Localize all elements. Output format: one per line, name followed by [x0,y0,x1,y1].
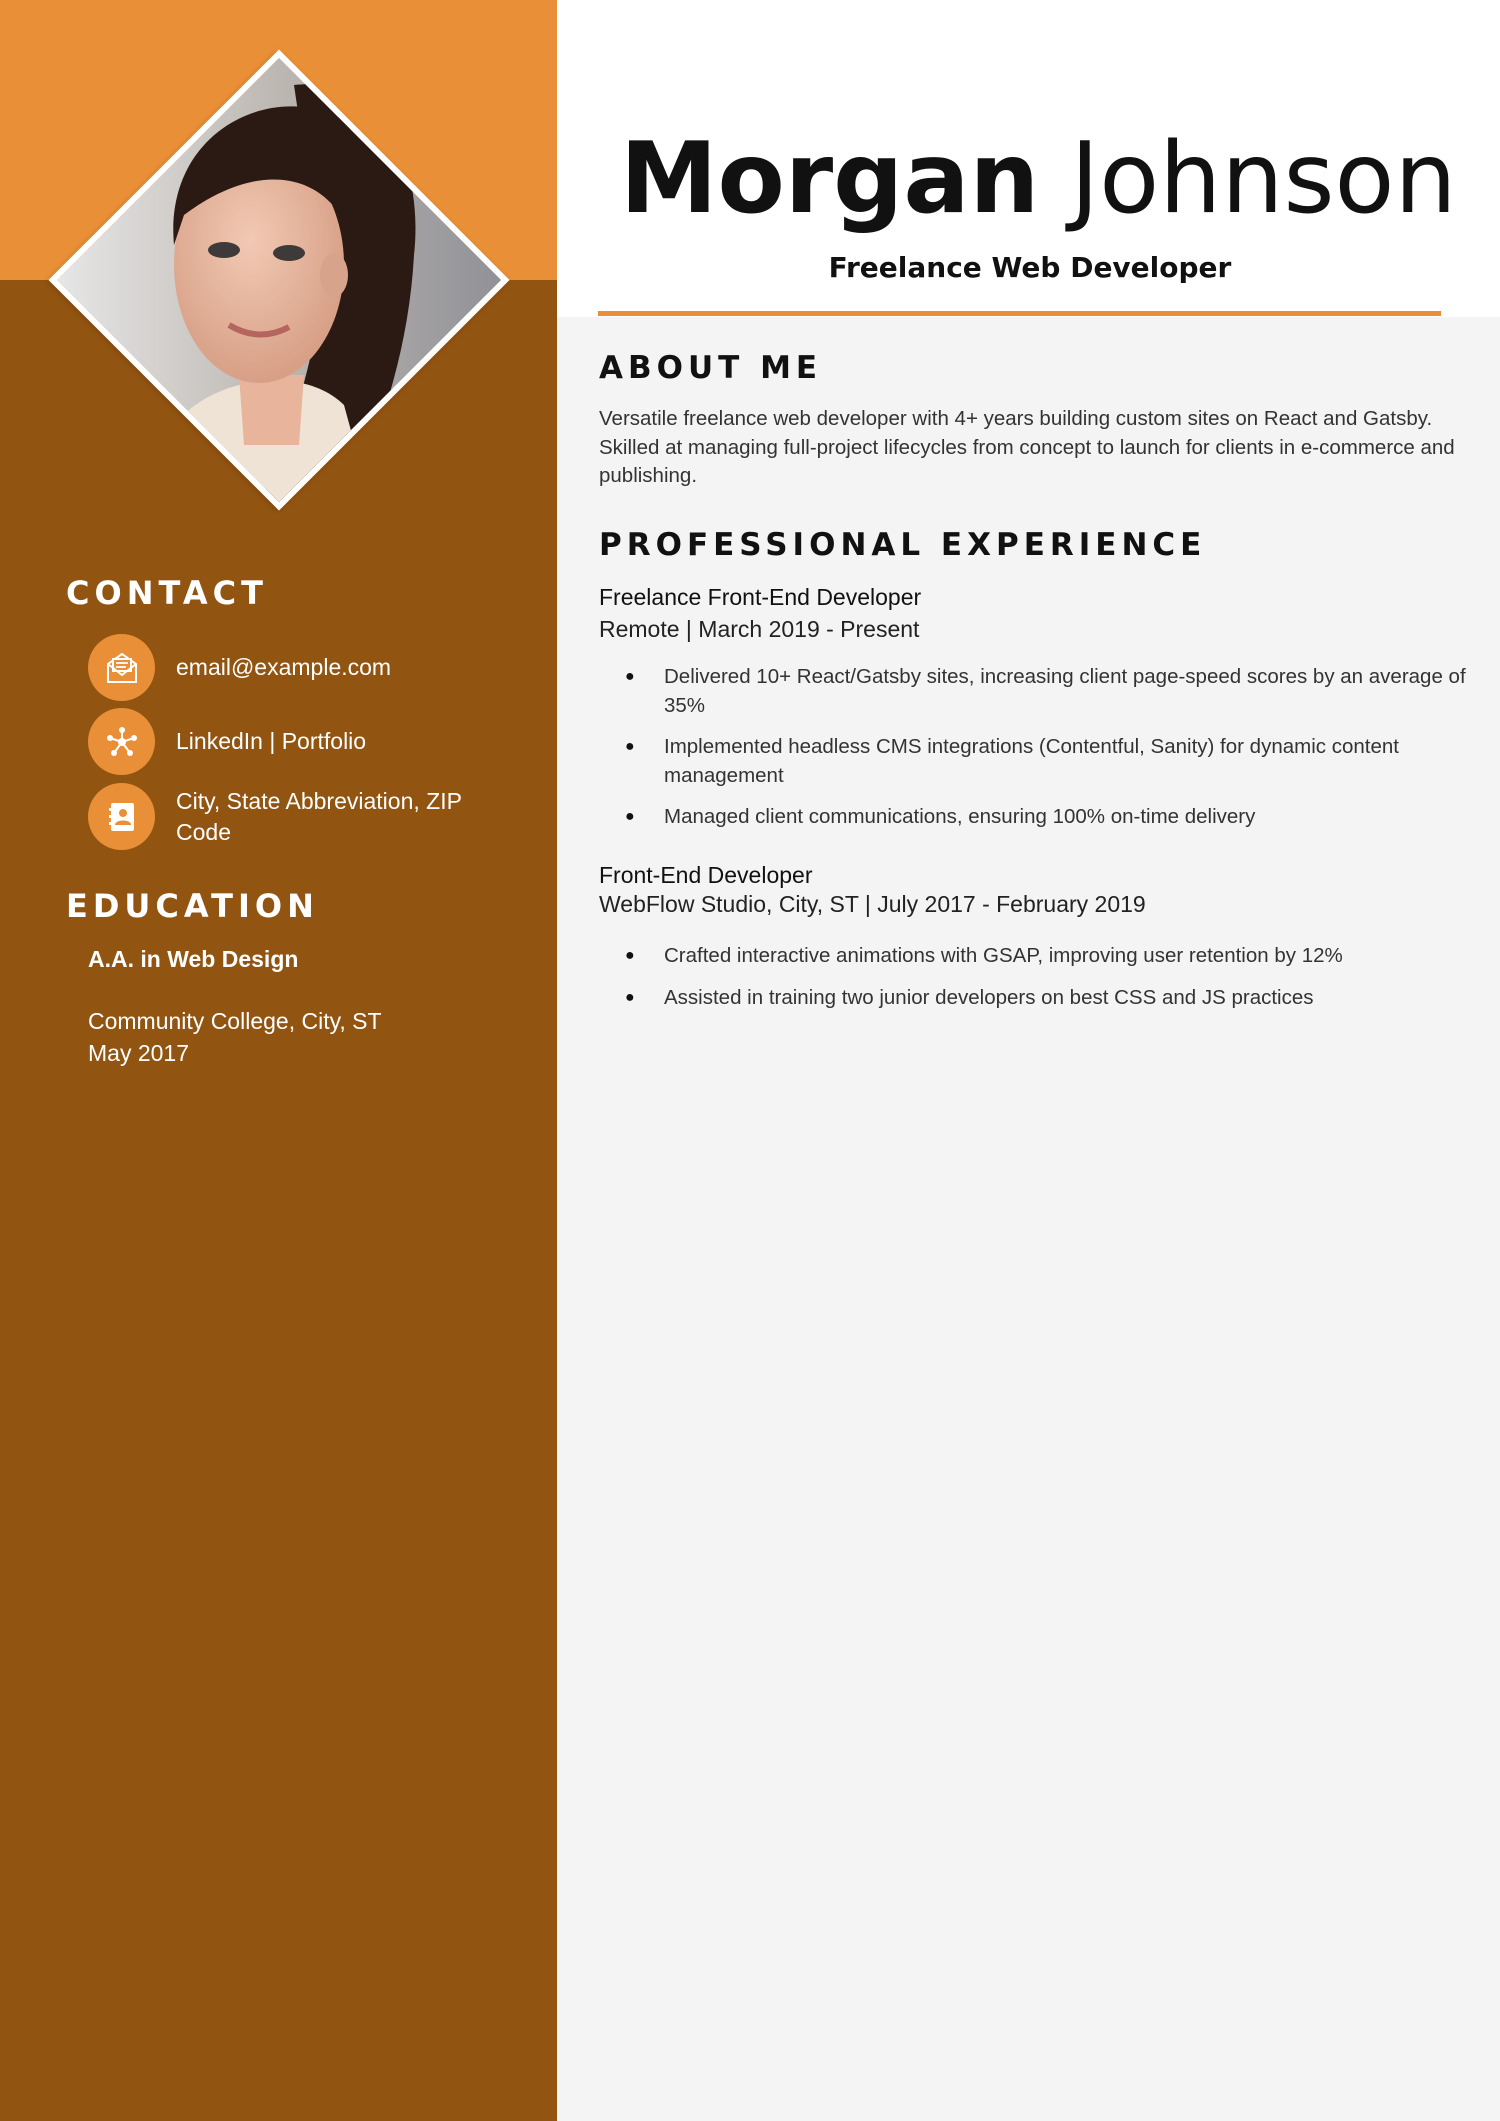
job-title: Freelance Web Developer [828,251,1232,284]
job-role: Freelance Front-End Developer [599,584,922,610]
first-name: Morgan [620,122,1040,236]
about-text: Versatile freelance web developer with 4+ years building custom sites on React and Gatsby. Skilled at managing full-project lifecycles from concept to launch for clients in e-commerce and publishing. [599,407,1455,487]
contact-item-address [88,783,466,850]
bullet-item: ● Managed client communications, ensuring 100% on-time delivery [625,802,1480,831]
job-bullets [625,662,1480,831]
links-text[interactable]: LinkedIn | Portfolio [176,728,367,754]
education-school: Community College, City, ST [88,1008,382,1034]
network-icon [88,708,155,775]
email-text[interactable]: email@example.com [176,654,392,680]
job-meta: WebFlow Studio, City, ST | July 2017 - February 2019 [599,891,1146,917]
address-text: City, State Abbreviation, ZIP Code [176,787,462,845]
contact-item-links[interactable] [88,708,366,775]
experience-heading: PROFESSIONAL EXPERIENCE [599,527,1207,563]
address-book-icon [88,783,155,850]
education-heading: EDUCATION [66,887,319,925]
bullet-item: ● Assisted in training two junior developers on best CSS and JS practices [625,983,1480,1012]
education-date: May 2017 [88,1040,190,1066]
job-role: Front-End Developer [599,862,813,888]
contact-heading: CONTACT [66,574,268,612]
header-divider [598,311,1441,316]
job-bullets [625,941,1480,1012]
envelope-icon [88,634,155,701]
bullet-item: ● Implemented headless CMS integrations (Contentful, Sanity) for dynamic content management [625,732,1480,790]
bullet-item: ● Crafted interactive animations with GSAP, improving user retention by 12% [625,941,1480,970]
page-title [620,122,1457,236]
contact-item-email[interactable] [88,634,391,701]
bullet-item: ● Delivered 10+ React/Gatsby sites, increasing client page-speed scores by an average of 35% [625,662,1480,720]
last-name: Johnson [1070,122,1457,236]
job-meta: Remote | March 2019 - Present [599,616,920,642]
education-degree: A.A. in Web Design [88,946,299,972]
about-heading: ABOUT ME [599,350,823,386]
